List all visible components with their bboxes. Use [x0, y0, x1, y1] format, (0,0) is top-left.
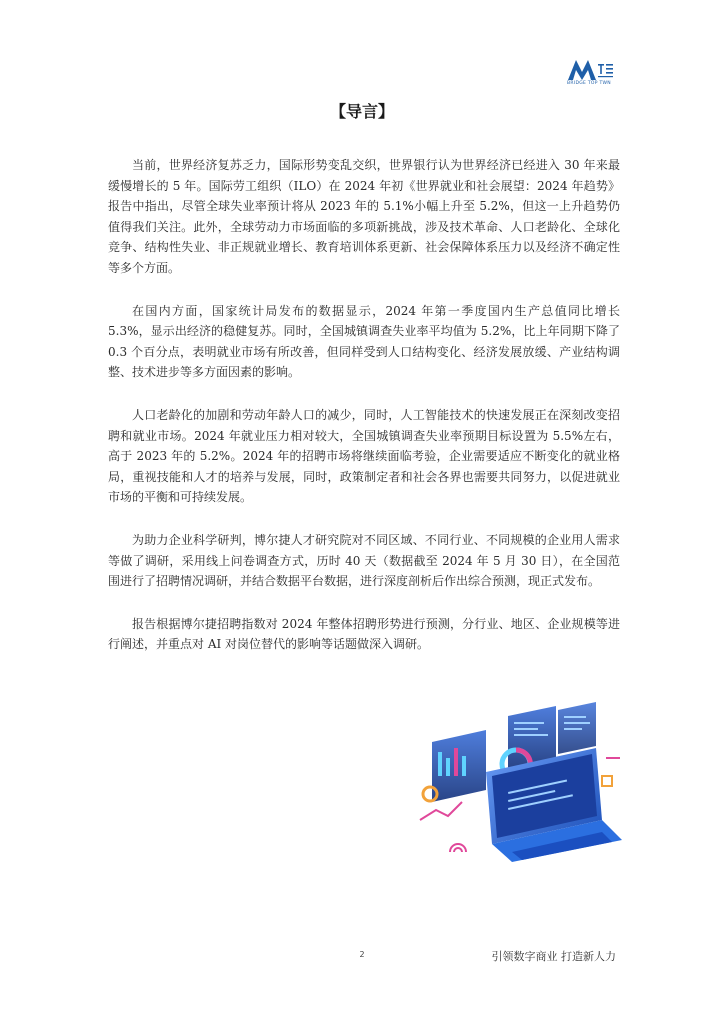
paragraph-3: 人口老龄化的加剧和劳动年龄人口的减少，同时，人工智能技术的快速发展正在深刻改变招聘和就业市场。2024 年就业压力相对较大，全国城镇调查失业率预期目标设置为 5.5%左右，高于 2023 年的 5.2%。2024 年的招聘市场将继续面临考验，企业需要适应不断变化的就业格局，重视技能和人才的培养与发展，同时，政策制定者和社会各界也需要共同努力，以促进就业市场的平衡和可持续发展。 — [108, 407, 620, 505]
paragraph-5: 报告根据博尔捷招聘指数对 2024 年整体招聘形势进行预测，分行业、地区、企业规模等进行阐述，并重点对 AI 对岗位替代的影响等话题做深入调研。 — [108, 616, 620, 652]
paragraph-4: 为助力企业科学研判，博尔捷人才研究院对不同区域、不同行业、不同规模的企业用人需求等做了调研，采用线上问卷调查方式，历时 40 天（数据截至 2024 年 5 月 30 日），在全国范围进行了招聘情况调研，并结合数据平台数据，进行深度剖析后作出综合预测，现正式发布。 — [108, 532, 620, 589]
paragraph-1: 当前，世界经济复苏乏力，国际形势变乱交织，世界银行认为世界经济已经进入 30 年来最缓慢增长的 5 年。国际劳工组织（ILO）在 2024 年初《世界就业和社会展望：2024 年趋势》报告中指出，尽管全球失业率预计将从 2023 年的 5.1%小幅上升至 5.2%，但这一上升趋势仍值得我们关注。此外，全球劳动力市场面临的多项新挑战，涉及技术革命、人口老龄化、全球化竞争、结构性失业、非正规就业增长、教育培训体系更新、社会保障体系压力以及经济不确定性等多个方面。 — [108, 158, 620, 275]
footer-slogan: 引领数字商业 打造新人力 — [491, 950, 616, 963]
intro-body — [108, 155, 620, 677]
paragraph-2: 在国内方面，国家统计局发布的数据显示，2024 年第一季度国内生产总值同比增长 5.3%，显示出经济的稳健复苏。同时，全国城镇调查失业率平均值为 5.2%，比上年同期下降了 0.3 个百分点，表明就业市场有所改善，但同样受到人口结构变化、经济发展放缓、产业结构调整、技术进步等多方面因素的影响。 — [108, 303, 620, 380]
logo-text: BRIDGE TOP TWN — [567, 81, 611, 86]
page-title: 【导言】 — [329, 102, 394, 121]
page-number: 2 — [359, 950, 365, 959]
laptop-data-illustration — [416, 702, 626, 862]
